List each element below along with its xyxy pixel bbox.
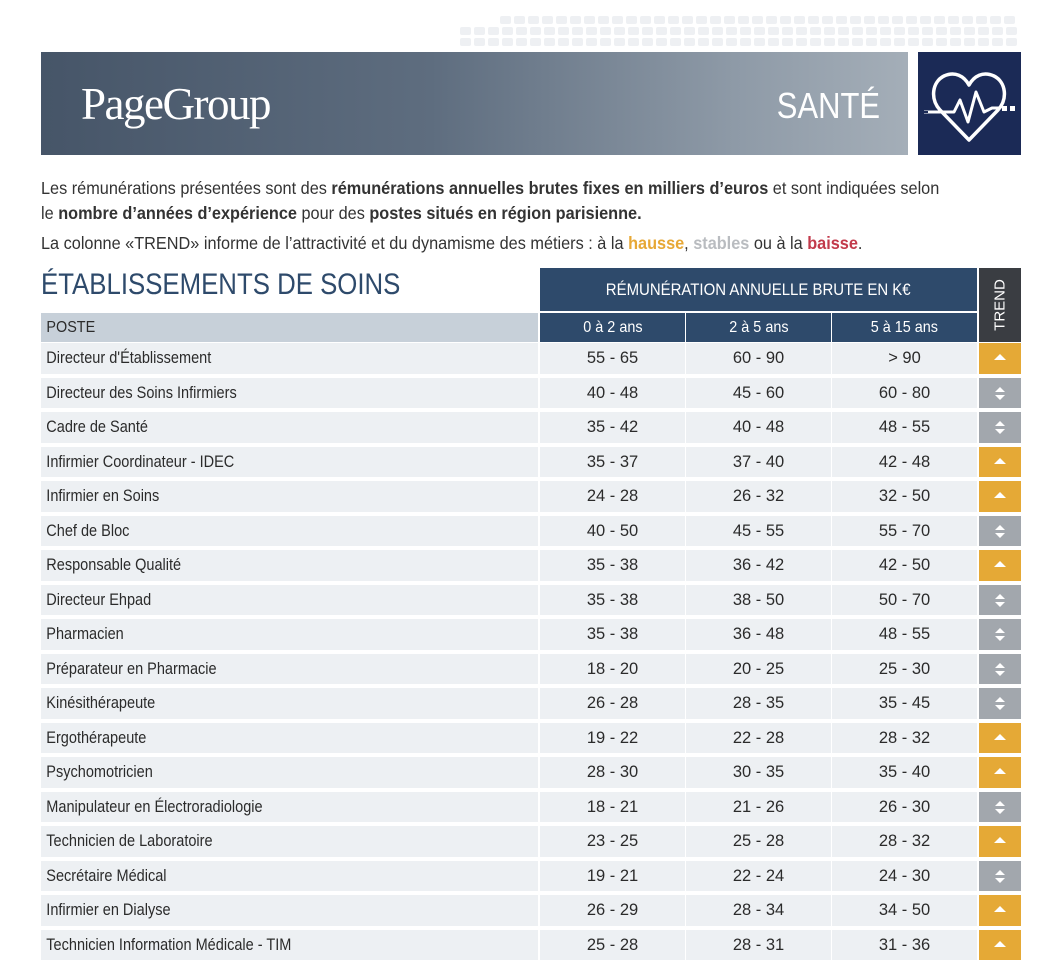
- column-header-5-15: [832, 313, 977, 342]
- decorative-dot: [474, 27, 485, 35]
- decorative-dot: [822, 16, 833, 24]
- salary-cell: 22 - 28: [686, 723, 831, 754]
- salary-cell: 45 - 55: [686, 516, 831, 547]
- decorative-dot: [922, 27, 933, 35]
- decorative-dot: [768, 27, 779, 35]
- salary-cell: 32 - 50: [832, 481, 977, 512]
- salary-cell: 26 - 28: [540, 688, 685, 719]
- table-row: [41, 619, 1021, 654]
- poste-column-header: [41, 313, 538, 342]
- trend-up-icon: [979, 481, 1021, 512]
- decorative-dot: [530, 38, 541, 46]
- poste-cell: [41, 378, 538, 409]
- decorative-dot: [838, 38, 849, 46]
- decorative-dot: [850, 16, 861, 24]
- decorative-dot: [570, 16, 581, 24]
- salary-cell: 42 - 48: [832, 447, 977, 478]
- decorative-dot: [738, 16, 749, 24]
- decorative-dot: [768, 38, 779, 46]
- decorative-dot: [808, 16, 819, 24]
- salary-cell: 48 - 55: [832, 412, 977, 443]
- decorative-dot: [726, 27, 737, 35]
- decorative-dot: [600, 27, 611, 35]
- poste-cell: [41, 895, 538, 926]
- intro-line-1: [41, 176, 934, 201]
- header-banner: [41, 52, 908, 155]
- decorative-dot: [654, 16, 665, 24]
- decorative-dot: [642, 27, 653, 35]
- decorative-dot: [796, 27, 807, 35]
- table-row: [41, 723, 1021, 758]
- trend-stable-icon: [979, 412, 1021, 443]
- decorative-dot: [964, 38, 975, 46]
- decorative-dot: [488, 27, 499, 35]
- decorative-dot: [696, 16, 707, 24]
- poste-cell: [41, 861, 538, 892]
- decorative-dot: [684, 38, 695, 46]
- decorative-dot: [1006, 38, 1017, 46]
- decorative-dot: [712, 27, 723, 35]
- poste-label: Directeur d'Établissement: [41, 343, 211, 374]
- remuneration-header: [540, 268, 977, 311]
- salary-cell: 26 - 32: [686, 481, 831, 512]
- decorative-dot: [766, 16, 777, 24]
- poste-cell: [41, 757, 538, 788]
- salary-cell: 35 - 38: [540, 550, 685, 581]
- poste-cell: [41, 792, 538, 823]
- poste-cell: [41, 723, 538, 754]
- intro-line-3: [41, 231, 934, 256]
- trend-up-icon: [979, 447, 1021, 478]
- decorative-dot: [908, 38, 919, 46]
- decorative-dot: [572, 38, 583, 46]
- trend-stable-icon: [979, 378, 1021, 409]
- decorative-dot: [500, 16, 511, 24]
- poste-label: Pharmacien: [41, 619, 124, 650]
- salary-cell: 25 - 30: [832, 654, 977, 685]
- poste-cell: [41, 481, 538, 512]
- poste-cell: [41, 447, 538, 478]
- table-row: [41, 516, 1021, 551]
- trend-up-icon: [979, 757, 1021, 788]
- decorative-dot: [698, 38, 709, 46]
- salary-cell: 24 - 28: [540, 481, 685, 512]
- trend-up-icon: [979, 826, 1021, 857]
- decorative-dot: [978, 38, 989, 46]
- table-row: [41, 550, 1021, 585]
- intro-text-part: Les rémunérations présentées sont des: [41, 178, 331, 198]
- legend-stables: stables: [693, 233, 749, 253]
- salary-cell: 19 - 21: [540, 861, 685, 892]
- salary-cell: 28 - 31: [686, 930, 831, 961]
- decorative-dot: [978, 27, 989, 35]
- intro-text-part: ou à la: [749, 233, 807, 253]
- salary-cell: 26 - 30: [832, 792, 977, 823]
- decorative-dot: [908, 27, 919, 35]
- poste-label: Infirmier en Soins: [41, 481, 159, 512]
- remuneration-header-label: RÉMUNÉRATION ANNUELLE BRUTE EN K€: [606, 268, 911, 311]
- decorative-dot: [1006, 27, 1017, 35]
- salary-cell: 19 - 22: [540, 723, 685, 754]
- poste-cell: [41, 412, 538, 443]
- salary-cell: 18 - 21: [540, 792, 685, 823]
- legend-baisse: baisse: [807, 233, 858, 253]
- decorative-dot: [824, 38, 835, 46]
- decorative-dot: [682, 16, 693, 24]
- decorative-dot: [992, 27, 1003, 35]
- decorative-dot: [838, 27, 849, 35]
- decorative-dot: [612, 16, 623, 24]
- salary-cell: 40 - 48: [540, 378, 685, 409]
- decorative-dot: [880, 27, 891, 35]
- poste-label: Infirmier en Dialyse: [41, 895, 171, 926]
- decorative-dot: [516, 27, 527, 35]
- decorative-dot: [572, 27, 583, 35]
- sector-icon-box: [918, 52, 1021, 155]
- intro-text-part: .: [858, 233, 863, 253]
- salary-cell: 21 - 26: [686, 792, 831, 823]
- salary-cell: 24 - 30: [832, 861, 977, 892]
- column-header-0-2: [540, 313, 685, 342]
- decorative-dot: [864, 16, 875, 24]
- legend-hausse: hausse: [628, 233, 684, 253]
- decorative-dot-pattern: [460, 16, 1020, 50]
- decorative-dot: [880, 38, 891, 46]
- salary-cell: 40 - 48: [686, 412, 831, 443]
- salary-cell: 20 - 25: [686, 654, 831, 685]
- salary-cell: 38 - 50: [686, 585, 831, 616]
- salary-cell: 35 - 38: [540, 585, 685, 616]
- decorative-dot: [726, 38, 737, 46]
- decorative-dot: [852, 27, 863, 35]
- decorative-dot: [514, 16, 525, 24]
- decorative-dot: [780, 16, 791, 24]
- decorative-dot: [684, 27, 695, 35]
- salary-cell: 22 - 24: [686, 861, 831, 892]
- salary-cell: 23 - 25: [540, 826, 685, 857]
- salary-cell: > 90: [832, 343, 977, 374]
- decorative-dot: [516, 38, 527, 46]
- decorative-dot: [628, 27, 639, 35]
- table-row: [41, 412, 1021, 447]
- salary-cell: 55 - 65: [540, 343, 685, 374]
- salary-cell: 37 - 40: [686, 447, 831, 478]
- poste-label: Directeur des Soins Infirmiers: [41, 378, 237, 409]
- table-row: [41, 895, 1021, 930]
- intro-text-part: le: [41, 203, 58, 223]
- decorative-dot: [712, 38, 723, 46]
- trend-stable-icon: [979, 654, 1021, 685]
- decorative-dot: [460, 38, 471, 46]
- trend-stable-icon: [979, 792, 1021, 823]
- decorative-dot: [502, 38, 513, 46]
- decorative-dot: [906, 16, 917, 24]
- intro-emphasis: rémunérations annuelles brutes fixes en milliers d’euros: [331, 178, 768, 198]
- decorative-dot: [796, 38, 807, 46]
- decorative-dot: [656, 38, 667, 46]
- decorative-dot: [626, 16, 637, 24]
- salary-cell: 42 - 50: [832, 550, 977, 581]
- decorative-dot: [866, 27, 877, 35]
- salary-table-body: [41, 343, 1021, 964]
- poste-label: Cadre de Santé: [41, 412, 148, 443]
- salary-cell: 35 - 45: [832, 688, 977, 719]
- salary-cell: 28 - 34: [686, 895, 831, 926]
- decorative-dot: [640, 16, 651, 24]
- table-row: [41, 481, 1021, 516]
- salary-cell: 35 - 38: [540, 619, 685, 650]
- poste-cell: [41, 688, 538, 719]
- intro-text-part: ,: [684, 233, 693, 253]
- salary-cell: 30 - 35: [686, 757, 831, 788]
- poste-label: Préparateur en Pharmacie: [41, 654, 217, 685]
- decorative-dot: [656, 27, 667, 35]
- decorative-dot: [754, 38, 765, 46]
- table-row: [41, 688, 1021, 723]
- decorative-dot: [710, 16, 721, 24]
- trend-header: [979, 268, 1021, 342]
- salary-cell: 25 - 28: [540, 930, 685, 961]
- decorative-dot: [598, 16, 609, 24]
- decorative-dot: [642, 38, 653, 46]
- decorative-dot: [740, 27, 751, 35]
- poste-cell: [41, 826, 538, 857]
- intro-text: [41, 176, 1001, 256]
- decorative-dot: [948, 16, 959, 24]
- sector-title: SANTÉ: [777, 85, 880, 127]
- decorative-dot: [894, 38, 905, 46]
- decorative-dot: [920, 16, 931, 24]
- decorative-dot: [614, 38, 625, 46]
- salary-cell: 25 - 28: [686, 826, 831, 857]
- decorative-dot: [950, 38, 961, 46]
- decorative-dot: [558, 27, 569, 35]
- decorative-dot: [556, 16, 567, 24]
- decorative-dot: [558, 38, 569, 46]
- decorative-dot: [1004, 16, 1015, 24]
- decorative-dot: [740, 38, 751, 46]
- decorative-dot: [934, 16, 945, 24]
- salary-cell: 34 - 50: [832, 895, 977, 926]
- salary-cell: 36 - 48: [686, 619, 831, 650]
- decorative-dot: [810, 27, 821, 35]
- salary-cell: 28 - 30: [540, 757, 685, 788]
- decorative-dot: [878, 16, 889, 24]
- trend-up-icon: [979, 550, 1021, 581]
- salary-cell: 26 - 29: [540, 895, 685, 926]
- poste-cell: [41, 619, 538, 650]
- column-header-2-5: [686, 313, 831, 342]
- decorative-dot: [964, 27, 975, 35]
- decorative-dot: [754, 27, 765, 35]
- trend-stable-icon: [979, 516, 1021, 547]
- decorative-dot: [584, 16, 595, 24]
- poste-label: Technicien de Laboratoire: [41, 826, 213, 857]
- table-row: [41, 826, 1021, 861]
- decorative-dot: [586, 38, 597, 46]
- intro-emphasis: postes situés en région parisienne.: [369, 203, 641, 223]
- trend-stable-icon: [979, 585, 1021, 616]
- salary-cell: 55 - 70: [832, 516, 977, 547]
- poste-cell: [41, 550, 538, 581]
- salary-cell: 45 - 60: [686, 378, 831, 409]
- decorative-dot: [892, 16, 903, 24]
- poste-cell: [41, 930, 538, 961]
- intro-text-part: et sont indiquées selon: [768, 178, 939, 198]
- brand-logo: PageGroup: [81, 78, 270, 130]
- poste-header-label: POSTE: [41, 313, 95, 342]
- salary-cell: 28 - 35: [686, 688, 831, 719]
- decorative-dot: [936, 27, 947, 35]
- salary-cell: 28 - 32: [832, 723, 977, 754]
- intro-emphasis: nombre d’années d’expérience: [58, 203, 297, 223]
- table-row: [41, 861, 1021, 896]
- trend-stable-icon: [979, 619, 1021, 650]
- column-header-label: 2 à 5 ans: [729, 313, 788, 342]
- table-row: [41, 447, 1021, 482]
- decorative-dot: [724, 16, 735, 24]
- decorative-dot: [668, 16, 679, 24]
- decorative-dot: [894, 27, 905, 35]
- poste-label: Secrétaire Médical: [41, 861, 167, 892]
- decorative-dot: [544, 38, 555, 46]
- heart-pulse-icon: [918, 52, 1021, 155]
- trend-stable-icon: [979, 688, 1021, 719]
- poste-label: Responsable Qualité: [41, 550, 181, 581]
- section-title: ÉTABLISSEMENTS DE SOINS: [41, 268, 400, 302]
- trend-up-icon: [979, 930, 1021, 961]
- column-header-label: 0 à 2 ans: [583, 313, 642, 342]
- poste-label: Psychomotricien: [41, 757, 153, 788]
- decorative-dot: [990, 16, 1001, 24]
- decorative-dot: [502, 27, 513, 35]
- decorative-dot: [992, 38, 1003, 46]
- salary-cell: 35 - 42: [540, 412, 685, 443]
- poste-cell: [41, 585, 538, 616]
- decorative-dot: [600, 38, 611, 46]
- table-row: [41, 343, 1021, 378]
- decorative-dot: [782, 38, 793, 46]
- poste-label: Manipulateur en Électroradiologie: [41, 792, 263, 823]
- decorative-dot: [528, 16, 539, 24]
- poste-label: Kinésithérapeute: [41, 688, 155, 719]
- decorative-dot: [488, 38, 499, 46]
- decorative-dot: [670, 38, 681, 46]
- decorative-dot: [530, 27, 541, 35]
- trend-stable-icon: [979, 861, 1021, 892]
- decorative-dot: [866, 38, 877, 46]
- decorative-dot: [782, 27, 793, 35]
- decorative-dot: [824, 27, 835, 35]
- salary-cell: 60 - 80: [832, 378, 977, 409]
- trend-up-icon: [979, 895, 1021, 926]
- salary-cell: 50 - 70: [832, 585, 977, 616]
- decorative-dot: [474, 38, 485, 46]
- trend-header-label: TREND: [992, 279, 1009, 331]
- decorative-dot: [852, 38, 863, 46]
- decorative-dot: [950, 27, 961, 35]
- table-row: [41, 654, 1021, 689]
- poste-label: Directeur Ehpad: [41, 585, 151, 616]
- decorative-dot: [922, 38, 933, 46]
- decorative-dot: [936, 38, 947, 46]
- decorative-dot: [752, 16, 763, 24]
- table-row: [41, 378, 1021, 413]
- trend-up-icon: [979, 343, 1021, 374]
- table-row: [41, 792, 1021, 827]
- intro-text-part: pour des: [297, 203, 369, 223]
- poste-cell: [41, 516, 538, 547]
- decorative-dot: [836, 16, 847, 24]
- poste-label: Ergothérapeute: [41, 723, 146, 754]
- intro-text-part: La colonne «TREND» informe de l’attractivité et du dynamisme des métiers : à la: [41, 233, 628, 253]
- decorative-dot: [460, 27, 471, 35]
- salary-cell: 18 - 20: [540, 654, 685, 685]
- salary-cell: 40 - 50: [540, 516, 685, 547]
- decorative-dot: [698, 27, 709, 35]
- intro-line-2: [41, 201, 934, 226]
- decorative-dot: [586, 27, 597, 35]
- poste-label: Infirmier Coordinateur - IDEC: [41, 447, 234, 478]
- poste-cell: [41, 343, 538, 374]
- salary-cell: 35 - 40: [832, 757, 977, 788]
- poste-label: Chef de Bloc: [41, 516, 129, 547]
- decorative-dot: [810, 38, 821, 46]
- decorative-dot: [542, 16, 553, 24]
- salary-cell: 60 - 90: [686, 343, 831, 374]
- column-header-label: 5 à 15 ans: [871, 313, 938, 342]
- trend-up-icon: [979, 723, 1021, 754]
- decorative-dot: [976, 16, 987, 24]
- salary-cell: 36 - 42: [686, 550, 831, 581]
- decorative-dot: [614, 27, 625, 35]
- salary-cell: 28 - 32: [832, 826, 977, 857]
- table-row: [41, 930, 1021, 964]
- decorative-dot: [628, 38, 639, 46]
- poste-cell: [41, 654, 538, 685]
- decorative-dot: [962, 16, 973, 24]
- salary-cell: 48 - 55: [832, 619, 977, 650]
- decorative-dot: [670, 27, 681, 35]
- decorative-dot: [544, 27, 555, 35]
- salary-cell: 31 - 36: [832, 930, 977, 961]
- salary-cell: 35 - 37: [540, 447, 685, 478]
- table-row: [41, 585, 1021, 620]
- decorative-dot: [794, 16, 805, 24]
- table-row: [41, 757, 1021, 792]
- poste-label: Technicien Information Médicale - TIM: [41, 930, 291, 961]
